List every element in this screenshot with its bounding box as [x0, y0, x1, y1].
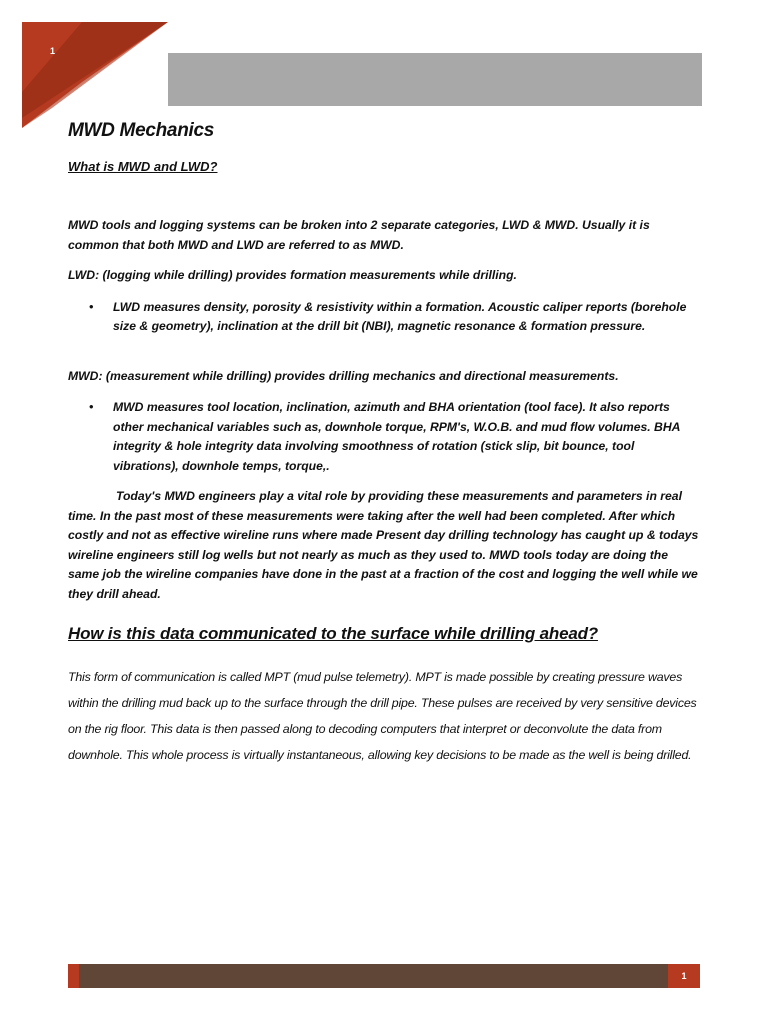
- bullet-icon: •: [89, 400, 94, 414]
- document-body: [68, 118, 702, 768]
- list-item: [68, 298, 702, 337]
- bullet-icon: •: [89, 299, 94, 314]
- mwd-definition: MWD: (measurement while drilling) provides drilling mechanics and directional measurements.: [68, 368, 619, 383]
- page-title: MWD Mechanics: [68, 120, 215, 141]
- corner-decoration: [22, 22, 168, 128]
- footer-bar: [68, 964, 668, 988]
- footer-page-number: 1: [668, 964, 700, 988]
- corner-page-number: 1: [50, 46, 56, 56]
- list-item: [68, 398, 702, 476]
- today-paragraph: [68, 487, 702, 604]
- header-band: [168, 53, 702, 106]
- mwd-list: [68, 398, 702, 476]
- footer-accent: [68, 964, 79, 988]
- lwd-list: [68, 298, 702, 337]
- section-heading: How is this data communicated to the surface while drilling ahead?: [68, 624, 598, 643]
- intro-paragraph: MWD tools and logging systems can be broken into 2 separate categories, LWD & MWD. Usually it is common that both MWD and LWD are referred to as MWD.: [68, 218, 650, 252]
- lwd-bullet-text: LWD measures density, porosity & resistivity within a formation. Acoustic caliper reports (borehole size & geometry), inclination at the drill bit (NBI), magnetic resonance & formation pressure.: [113, 299, 687, 333]
- mpt-paragraph: This form of communication is called MPT (mud pulse telemetry). MPT is made possible by creating pressure waves within the drilling mud back up to the surface through the drill pipe. These pulses are received by very sensitive devices on the rig floor. This data is then passed along to decoding computers that interpret or deconvolute the data from downhole. This whole process is virtually instantaneous, allowing key decisions to be made as the well is being drilled.: [68, 670, 697, 762]
- mwd-bullet-text: MWD measures tool location, inclination, azimuth and BHA orientation (tool face). It also reports other mechanical variables such as, downhole torque, RPM's, W.O.B. and mud flow volumes. BHA integrity & hole integrity data involving smoothness of rotation (stick slip, bit bounce, tool vibrations), downhole temps, torque,.: [113, 400, 681, 473]
- lwd-definition: LWD: (logging while drilling) provides formation measurements while drilling.: [68, 268, 517, 282]
- subtitle: What is MWD and LWD?: [68, 159, 218, 174]
- today-text: Today's MWD engineers play a vital role by providing these measurements and parameters in real time. In the past most of these measurements were taking after the well had been completed. After which costly and not as effective wireline runs where made Present day drilling technology has caught up & todays wireline engineers still log wells but not nearly as much as they used to. MWD tools today are doing the same job the wireline companies have done in the past at a fraction of the cost and logging the well while we they drill ahead.: [68, 489, 699, 601]
